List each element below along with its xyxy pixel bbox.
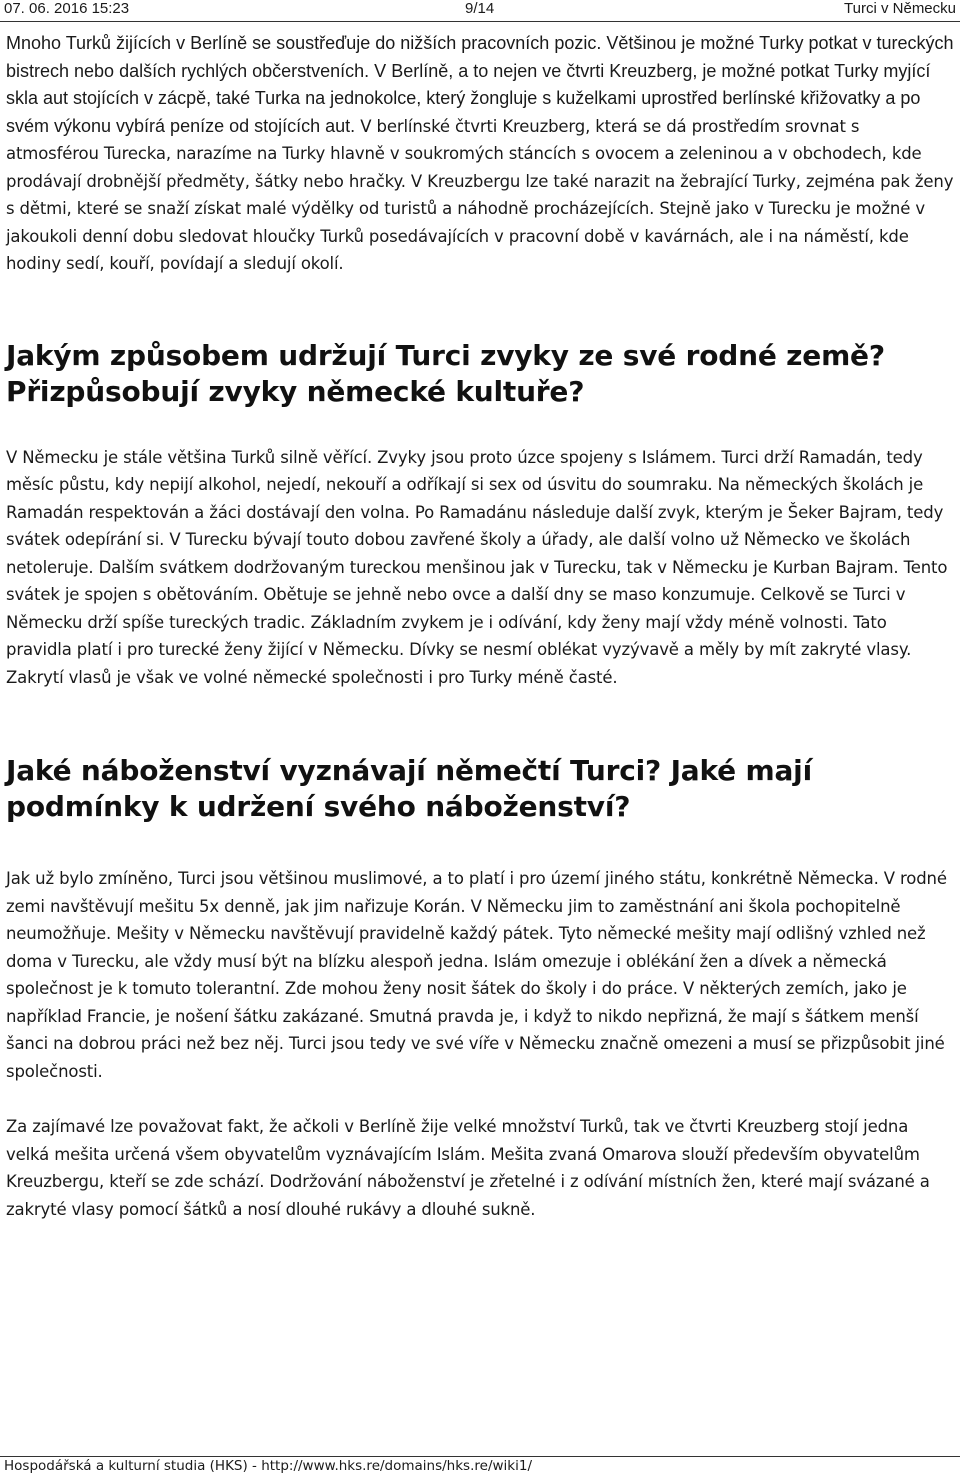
header-datetime: 07. 06. 2016 15:23 — [4, 0, 130, 17]
footer-text: Hospodářská a kulturní studia (HKS) - http://www.hks.re/domains/hks.re/wiki1/ — [4, 1458, 532, 1474]
header-doc-title: Turci v Německu — [844, 0, 956, 17]
paragraph-turks-in-berlin-part1: Mnoho Turků žijících v Berlíně se soustřeďuje do nižších pracovních pozic. Většinou je možné Turky potkat v tureckých bistrech nebo dalších rychlých občerstveních. V Berlíně, a to nejen ve čtvrti Kreuzberg, je možné potkat Turky myjící skla aut stojících v zácpě, také Turka na jednokolce, který žongluje s kuželkami uprostřed berlínské křižovatky a po svém výkonu vybírá peníze od stojících aut. — [6, 33, 954, 136]
heading-religion: Jaké náboženství vyznávají němečtí Turci? Jaké mají podmínky k udržení svého náboženství? — [6, 754, 812, 823]
heading-customs: Jakým způsobem udržují Turci zvyky ze své rodné země? Přizpůsobují zvyky německé kultuře? — [6, 338, 885, 408]
header-page-number: 9/14 — [465, 0, 495, 17]
paragraph-mosque: Za zajímavé lze považovat fakt, že ačkoli v Berlíně žije velké množství Turků, tak ve čtvrti Kreuzberg stojí jedna velká mešita určená všem obyvatelům vyznávajícím Islám. Mešita zvaná Omarova slouží především obyvatelům Kreuzbergu, kteří se zde schází. Dodržování náboženství je zřetelné i z odívání místních žen, které mají svázané a zakryté vlasy pomocí šátků a nosí dlouhé rukávy a dlouhé sukně. — [6, 1117, 930, 1219]
document-body — [6, 30, 956, 1223]
page-footer — [0, 1456, 960, 1475]
page-header — [0, 0, 960, 22]
paragraph-turks-in-berlin-part2: V berlínské čtvrti Kreuzberg, která se dá prostředím srovnat s atmosférou Turecka, narazíme na Turky hlavně v soukromých stáncích s ovocem a zeleninou a v obchodech, kde prodávají drobnější předměty, šátky nebo hračky. V Kreuzbergu lze také narazit na žebrající Turky, zejména pak ženy s dětmi, které se snaží získat malé výdělky od turistů a náhodně procházejících. Stejně jako v Turecku je možné v jakoukoli denní dobu sledovat hloučky Turků posedávajících v pracovní době v kavárnách, ale i na náměstí, kde hodiny sedí, kouří, povídají a sledují okolí. — [6, 116, 954, 273]
paragraph-customs: V Německu je stále většina Turků silně věřící. Zvyky jsou proto úzce spojeny s Islámem. Turci drží Ramadán, tedy měsíc půstu, kdy nepijí alkohol, nejedí, nekouří a odříkají si sex od úsvitu do soumraku. Na německých školách je Ramadán respektován a žáci dostávají den volna. Po Ramadánu následuje další zvyk, kterým je Šeker Bajram, tedy svátek odepírání si. V Turecku bývají touto dobou zavřené školy a úřady, ale další volno už Německo ve školách netoleruje. Dalším svátkem dodržovaným tureckou menšinou jak v Turecku, tak v Německu je Kurban Bajram. Tento svátek je spojen s obětováním. Obětuje se jehně nebo ovce a další dny se maso konzumuje. Celkově se Turci v Německu drží spíše tureckých tradic. Základním zvykem je i odívání, kdy ženy mají vždy méně volnosti. Tato pravidla platí i pro turecké ženy žijící v Německu. Dívky se nesmí oblékat vyzývavě a měly by mít zakryté vlasy. Zakrytí vlasů je však ve volné německé společnosti i pro Turky méně časté. — [6, 447, 948, 687]
paragraph-religion: Jak už bylo zmíněno, Turci jsou většinou muslimové, a to platí i pro území jiného státu, konkrétně Německa. V rodné zemi navštěvují mešitu 5x denně, jak jim nařizuje Korán. V Německu jim to zaměstnání ani škola pochopitelně neumožňuje. Mešity v Německu navštěvují pravidelně každý pátek. Tyto německé mešity mají odlišný vzhled než doma v Turecku, ale vždy musí být na blízku alespoň jedna. Islám omezuje i oblékání žen a dívek a německá společnost je k tomuto tolerantní. Zde mohou ženy nosit šátek do školy i do práce. V některých zemích, jako je například Francie, je nošení šátku zakázané. Smutná pravda je, i když to nikdo nepřizná, že mají s šátkem menší šanci na dobrou práci než bez něj. Turci jsou tedy ve své víře v Německu značně omezeni a musí se přizpůsobit jiné společnosti. — [6, 869, 947, 1081]
paragraph-turks-in-berlin — [6, 30, 956, 278]
